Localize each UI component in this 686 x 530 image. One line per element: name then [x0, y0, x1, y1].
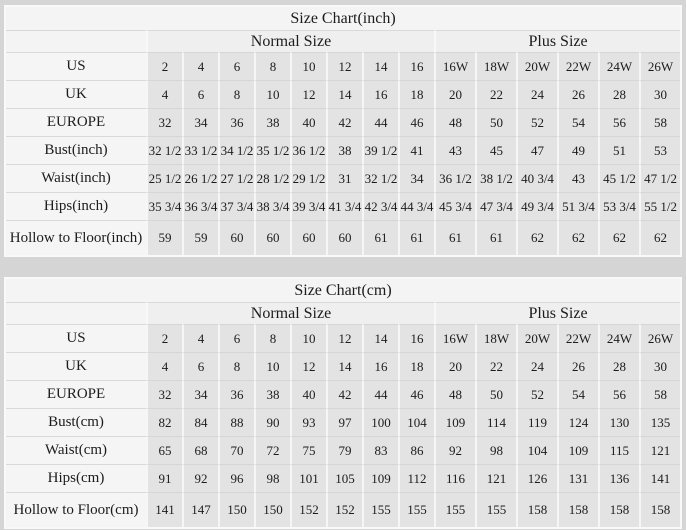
size-cell: 44	[362, 380, 398, 408]
table-row	[6, 192, 680, 220]
size-cell: 38 1/2	[475, 164, 516, 192]
size-cell: 16W	[434, 52, 475, 80]
size-cell: 16	[398, 324, 434, 352]
size-cell: 121	[639, 436, 680, 464]
size-cell: 32	[146, 380, 182, 408]
size-cell: 30	[639, 352, 680, 380]
size-cell: 31	[326, 164, 362, 192]
size-cell: 20W	[516, 52, 557, 80]
table-row	[6, 108, 680, 136]
size-cell: 10	[254, 80, 290, 108]
size-cell: 130	[598, 408, 639, 436]
size-cell: 10	[254, 352, 290, 380]
size-cell: 14	[362, 52, 398, 80]
row-label: Bust(cm)	[6, 408, 146, 436]
size-cell: 84	[182, 408, 218, 436]
table-title: Size Chart(cm)	[6, 279, 680, 302]
size-cell: 24W	[598, 52, 639, 80]
size-cell: 61	[475, 220, 516, 255]
row-label: Waist(cm)	[6, 436, 146, 464]
table-row	[6, 464, 680, 492]
size-cell: 131	[557, 464, 598, 492]
size-cell: 43	[434, 136, 475, 164]
size-cell: 16	[362, 352, 398, 380]
size-cell: 26	[557, 80, 598, 108]
size-cell: 98	[254, 464, 290, 492]
size-cell: 36 1/2	[434, 164, 475, 192]
size-cell: 26	[557, 352, 598, 380]
size-cell: 26W	[639, 324, 680, 352]
size-cell: 36	[218, 108, 254, 136]
size-cell: 141	[639, 464, 680, 492]
size-cell: 34	[182, 108, 218, 136]
size-cell: 56	[598, 108, 639, 136]
size-cell: 48	[434, 108, 475, 136]
size-chart-table-inch	[4, 5, 682, 257]
size-cell: 52	[516, 380, 557, 408]
size-cell: 60	[326, 220, 362, 255]
size-cell: 6	[218, 324, 254, 352]
size-cell: 12	[326, 324, 362, 352]
size-cell: 121	[475, 464, 516, 492]
size-cell: 150	[218, 492, 254, 527]
table-row	[6, 492, 680, 527]
size-cell: 54	[557, 108, 598, 136]
size-cell: 39 3/4	[290, 192, 326, 220]
size-cell: 51	[598, 136, 639, 164]
size-cell: 40 3/4	[516, 164, 557, 192]
size-cell: 12	[290, 80, 326, 108]
size-cell: 116	[434, 464, 475, 492]
row-label: Hips(cm)	[6, 464, 146, 492]
size-cell: 42 3/4	[362, 192, 398, 220]
size-cell: 41 3/4	[326, 192, 362, 220]
size-cell: 36 1/2	[290, 136, 326, 164]
size-cell: 126	[516, 464, 557, 492]
size-cell: 86	[398, 436, 434, 464]
size-cell: 42	[326, 380, 362, 408]
size-cell: 90	[254, 408, 290, 436]
table-title: Size Chart(inch)	[6, 7, 680, 30]
size-cell: 45 3/4	[434, 192, 475, 220]
size-cell: 155	[475, 492, 516, 527]
size-cell: 12	[290, 352, 326, 380]
size-cell: 35 3/4	[146, 192, 182, 220]
size-cell: 12	[326, 52, 362, 80]
size-cell: 59	[146, 220, 182, 255]
size-cell: 2	[146, 52, 182, 80]
size-cell: 20W	[516, 324, 557, 352]
size-cell: 18W	[475, 324, 516, 352]
size-cell: 150	[254, 492, 290, 527]
size-cell: 52	[516, 108, 557, 136]
size-cell: 29 1/2	[290, 164, 326, 192]
row-label: EUROPE	[6, 380, 146, 408]
size-cell: 119	[516, 408, 557, 436]
size-cell: 92	[434, 436, 475, 464]
row-label: Waist(inch)	[6, 164, 146, 192]
size-cell: 38	[254, 108, 290, 136]
size-group-header-row	[6, 302, 680, 324]
row-label: US	[6, 324, 146, 352]
size-cell: 30	[639, 80, 680, 108]
size-cell: 32	[146, 108, 182, 136]
size-cell: 35 1/2	[254, 136, 290, 164]
size-cell: 6	[218, 52, 254, 80]
size-cell: 4	[146, 80, 182, 108]
size-cell: 14	[326, 80, 362, 108]
size-cell: 2	[146, 324, 182, 352]
size-chart-table-cm	[4, 277, 682, 529]
table-row	[6, 352, 680, 380]
size-cell: 4	[182, 52, 218, 80]
size-cell: 65	[146, 436, 182, 464]
size-cell: 36	[218, 380, 254, 408]
size-cell: 135	[639, 408, 680, 436]
size-cell: 44	[362, 108, 398, 136]
size-cell: 22	[475, 80, 516, 108]
table-title-row	[6, 279, 680, 302]
size-cell: 47	[516, 136, 557, 164]
table-row	[6, 436, 680, 464]
size-cell: 58	[639, 380, 680, 408]
size-cell: 112	[398, 464, 434, 492]
size-cell: 155	[362, 492, 398, 527]
size-cell: 45	[475, 136, 516, 164]
size-cell: 158	[516, 492, 557, 527]
size-cell: 70	[218, 436, 254, 464]
size-cell: 114	[475, 408, 516, 436]
size-cell: 38 3/4	[254, 192, 290, 220]
size-cell: 104	[398, 408, 434, 436]
size-cell: 53 3/4	[598, 192, 639, 220]
size-cell: 158	[598, 492, 639, 527]
size-cell: 55 1/2	[639, 192, 680, 220]
size-cell: 82	[146, 408, 182, 436]
size-cell: 20	[434, 352, 475, 380]
size-cell: 58	[639, 108, 680, 136]
size-cell: 152	[290, 492, 326, 527]
size-cell: 33 1/2	[182, 136, 218, 164]
size-cell: 48	[434, 380, 475, 408]
size-cell: 41	[398, 136, 434, 164]
stub-cell	[6, 30, 146, 52]
normal-size-header: Normal Size	[146, 30, 434, 52]
size-cell: 16	[362, 80, 398, 108]
row-label: UK	[6, 80, 146, 108]
size-cell: 18	[398, 352, 434, 380]
size-cell: 91	[146, 464, 182, 492]
size-cell: 109	[557, 436, 598, 464]
size-cell: 47 1/2	[639, 164, 680, 192]
size-cell: 75	[290, 436, 326, 464]
size-cell: 56	[598, 380, 639, 408]
row-label: Bust(inch)	[6, 136, 146, 164]
size-cell: 25 1/2	[146, 164, 182, 192]
size-cell: 158	[557, 492, 598, 527]
size-cell: 32 1/2	[146, 136, 182, 164]
size-cell: 6	[182, 352, 218, 380]
size-cell: 4	[146, 352, 182, 380]
size-cell: 109	[434, 408, 475, 436]
size-cell: 26 1/2	[182, 164, 218, 192]
size-cell: 68	[182, 436, 218, 464]
size-cell: 22W	[557, 52, 598, 80]
size-cell: 28	[598, 80, 639, 108]
row-label: Hips(inch)	[6, 192, 146, 220]
size-cell: 49	[557, 136, 598, 164]
table-row	[6, 80, 680, 108]
size-cell: 4	[182, 324, 218, 352]
table-row	[6, 136, 680, 164]
row-label: Hollow to Floor(inch)	[6, 220, 146, 255]
row-label: US	[6, 52, 146, 80]
size-cell: 20	[434, 80, 475, 108]
size-cell: 61	[362, 220, 398, 255]
size-cell: 62	[639, 220, 680, 255]
size-cell: 26W	[639, 52, 680, 80]
size-cell: 32 1/2	[362, 164, 398, 192]
size-cell: 62	[516, 220, 557, 255]
size-cell: 46	[398, 108, 434, 136]
size-cell: 147	[182, 492, 218, 527]
size-cell: 109	[362, 464, 398, 492]
table-row	[6, 52, 680, 80]
size-cell: 79	[326, 436, 362, 464]
size-cell: 16	[398, 52, 434, 80]
size-cell: 83	[362, 436, 398, 464]
size-cell: 104	[516, 436, 557, 464]
table-row	[6, 324, 680, 352]
size-cell: 24W	[598, 324, 639, 352]
size-cell: 50	[475, 380, 516, 408]
size-cell: 43	[557, 164, 598, 192]
size-cell: 37 3/4	[218, 192, 254, 220]
size-cell: 97	[326, 408, 362, 436]
size-cell: 16W	[434, 324, 475, 352]
size-cell: 51 3/4	[557, 192, 598, 220]
size-cell: 28	[598, 352, 639, 380]
row-label: EUROPE	[6, 108, 146, 136]
size-cell: 38	[326, 136, 362, 164]
size-cell: 22W	[557, 324, 598, 352]
size-cell: 39 1/2	[362, 136, 398, 164]
size-cell: 115	[598, 436, 639, 464]
size-cell: 62	[557, 220, 598, 255]
normal-size-header: Normal Size	[146, 302, 434, 324]
size-cell: 62	[598, 220, 639, 255]
size-cell: 53	[639, 136, 680, 164]
size-cell: 14	[326, 352, 362, 380]
size-cell: 49 3/4	[516, 192, 557, 220]
size-cell: 152	[326, 492, 362, 527]
size-cell: 36 3/4	[182, 192, 218, 220]
size-cell: 38	[254, 380, 290, 408]
row-label: Hollow to Floor(cm)	[6, 492, 146, 527]
size-cell: 24	[516, 352, 557, 380]
size-cell: 34 1/2	[218, 136, 254, 164]
table-row	[6, 408, 680, 436]
size-cell: 60	[290, 220, 326, 255]
size-cell: 14	[362, 324, 398, 352]
size-cell: 34	[398, 164, 434, 192]
size-cell: 8	[254, 52, 290, 80]
size-cell: 61	[398, 220, 434, 255]
size-cell: 8	[218, 352, 254, 380]
size-cell: 22	[475, 352, 516, 380]
table-row	[6, 380, 680, 408]
size-cell: 124	[557, 408, 598, 436]
size-cell: 8	[218, 80, 254, 108]
size-cell: 60	[218, 220, 254, 255]
size-cell: 42	[326, 108, 362, 136]
size-group-header-row	[6, 30, 680, 52]
size-cell: 158	[639, 492, 680, 527]
size-cell: 8	[254, 324, 290, 352]
stub-cell	[6, 302, 146, 324]
row-label: UK	[6, 352, 146, 380]
table-row	[6, 164, 680, 192]
size-cell: 34	[182, 380, 218, 408]
size-cell: 105	[326, 464, 362, 492]
size-cell: 96	[218, 464, 254, 492]
plus-size-header: Plus Size	[434, 302, 680, 324]
size-cell: 40	[290, 380, 326, 408]
size-cell: 18	[398, 80, 434, 108]
size-cell: 10	[290, 52, 326, 80]
table-row	[6, 220, 680, 255]
size-cell: 10	[290, 324, 326, 352]
size-cell: 136	[598, 464, 639, 492]
size-cell: 27 1/2	[218, 164, 254, 192]
size-cell: 24	[516, 80, 557, 108]
size-cell: 155	[398, 492, 434, 527]
size-cell: 101	[290, 464, 326, 492]
size-cell: 50	[475, 108, 516, 136]
size-cell: 92	[182, 464, 218, 492]
size-cell: 45 1/2	[598, 164, 639, 192]
size-cell: 60	[254, 220, 290, 255]
size-cell: 28 1/2	[254, 164, 290, 192]
size-cell: 47 3/4	[475, 192, 516, 220]
size-cell: 54	[557, 380, 598, 408]
plus-size-header: Plus Size	[434, 30, 680, 52]
size-cell: 98	[475, 436, 516, 464]
size-cell: 44 3/4	[398, 192, 434, 220]
size-cell: 59	[182, 220, 218, 255]
size-cell: 100	[362, 408, 398, 436]
size-cell: 6	[182, 80, 218, 108]
size-cell: 88	[218, 408, 254, 436]
size-cell: 61	[434, 220, 475, 255]
size-cell: 72	[254, 436, 290, 464]
size-cell: 155	[434, 492, 475, 527]
size-cell: 40	[290, 108, 326, 136]
size-cell: 93	[290, 408, 326, 436]
table-title-row	[6, 7, 680, 30]
size-cell: 18W	[475, 52, 516, 80]
size-cell: 46	[398, 380, 434, 408]
size-cell: 141	[146, 492, 182, 527]
